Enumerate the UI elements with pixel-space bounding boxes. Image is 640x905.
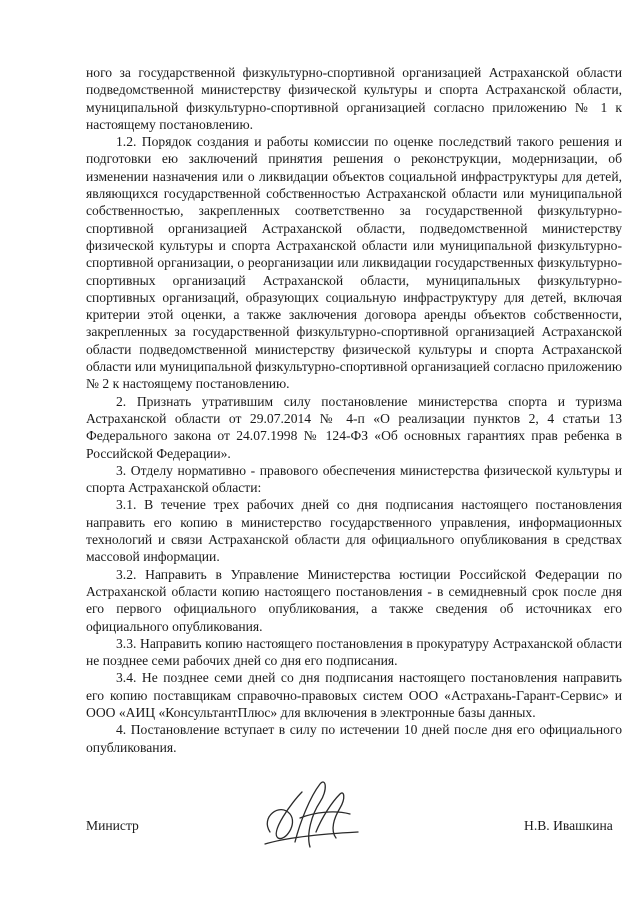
paragraph-continuation: ного за государственной физкультурно-спортивной организацией Астраханской области подведомственной министерству физической культуры и спорта Астраханской области, муниципальной физкультурно-спортивной организацией согласно приложению № 1 к настоящему постановлению. [86,65,622,132]
paragraph-2: 2. Признать утратившим силу постановление министерства спорта и туризма Астраханской области от 29.07.2014 № 4-п «О реализации пунктов 2, 4 статьи 13 Федерального закона от 24.07.1998 № 124-ФЗ «Об основных гарантиях прав ребенка в Российской Федерации». [86,393,622,461]
paragraph-3-4: 3.4. Не позднее семи дней со дня подписания настоящего постановления направить его копию поставщикам справочно-правовых систем ООО «Астрахань-Гарант-Сервис» и ООО «АИЦ «КонсультантПлюс» для включения в электронные базы данных. [86,670,622,720]
signature-title: Министр [86,818,139,833]
paragraph-3: 3. Отделу нормативно - правового обеспечения министерства физической культуры и спорта Астраханской области: [86,462,622,496]
paragraph-3-1: 3.1. В течение трех рабочих дней со дня подписания настоящего постановления направить его копию в министерство государственного управления, информационных технологий и связи Астраханской области для официального опубликования в средствах массовой информации. [86,497,622,565]
document-body [86,64,622,756]
paragraph-4: 4. Постановление вступает в силу по истечении 10 дней после дня его официального опубликования. [86,722,622,755]
paragraph-3-2: 3.2. Направить в Управление Министерства юстиции Российской Федерации по Астраханской области копию настоящего постановления - в семидневный срок после дня его первого официального опубликования, а также сведения об источниках его официального опубликования. [86,566,622,634]
paragraph-1-2: 1.2. Порядок создания и работы комиссии по оценке последствий такого решения и подготовки ею заключений принятия решения о реконструкции, модернизации, об изменении назначения или о ликвидации объектов социальной инфраструктуры для детей, являющихся государственной собственностью Астраханской области или муниципальной собственностью, закрепленных соответственно за государственной физкультурно-спортивной организацией Астраханской области, подведомственной министерству физической культуры и спорта Астраханской области или муниципальной физкультурно-спортивной организации, о реорганизации или ликвидации государственных физкультурно-спортивных организаций Астраханской области, муниципальных физкультурно-спортивных организаций, образующих социальную инфраструктуру для детей, включая критерии этой оценки, а также заключения договора аренды объектов собственности, закрепленных за государственной физкультурно-спортивной организацией Астраханской области подведомственной министерству физической культуры и спорта Астраханской области или муниципальной физкультурно-спортивной организацией согласно приложению № 2 к настоящему постановлению. [86,134,622,392]
signatory-name: Н.В. Ивашкина [524,818,613,833]
handwritten-signature [240,772,370,862]
paragraph-3-3: 3.3. Направить копию настоящего постановления в прокуратуру Астраханской области не позднее семи рабочих дней со дня его подписания. [86,635,622,669]
